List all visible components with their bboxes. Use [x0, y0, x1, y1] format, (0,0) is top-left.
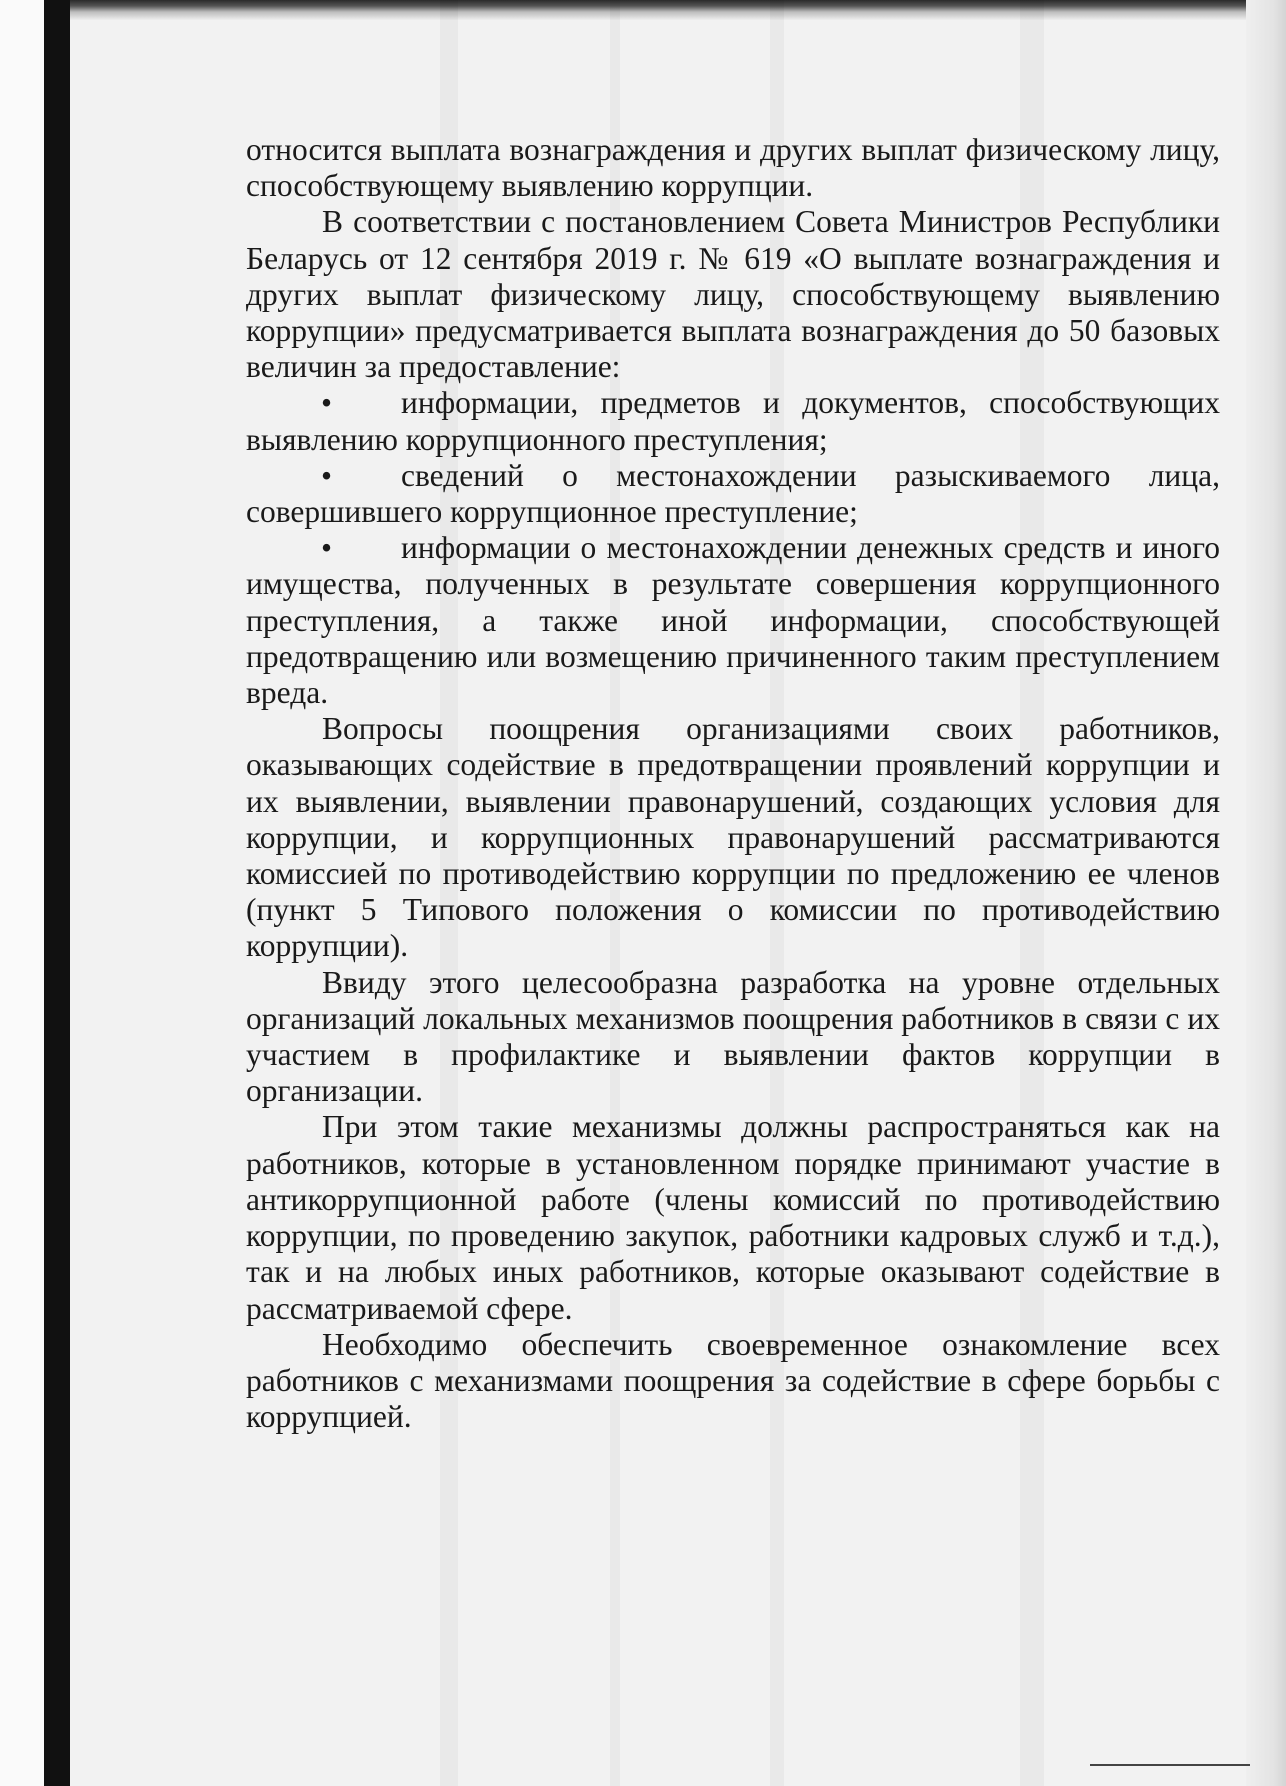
bullet-item — [246, 530, 1220, 711]
bullet-text: информации, предметов и документов, способствующих выявлению коррупционного преступления; — [246, 385, 1220, 457]
paragraph-continuation: относится выплата вознаграждения и других выплат физическому лицу, способствующему выявлению коррупции. — [246, 132, 1220, 204]
bullet-item — [246, 458, 1220, 530]
scan-left-margin — [0, 0, 44, 1786]
bullet-marker: • — [321, 530, 333, 566]
document-body — [246, 132, 1220, 1435]
bullet-marker: • — [321, 457, 333, 493]
paragraph-commission: Вопросы поощрения организациями своих работников, оказывающих содействие в предотвращении проявлений коррупции и их выявлении, выявлении правонарушений, создающих условия для коррупции, и коррупционных правонарушений рассматриваются комиссией по противодействию коррупции по предложению ее членов (пункт 5 Типового положения о комиссии по противодействию коррупции). — [246, 711, 1220, 964]
scan-binding-shadow — [44, 0, 70, 1786]
paragraph-local-mechanisms: Ввиду этого целесообразна разработка на уровне отдельных организаций локальных механизмов поощрения работников в связи с их участием в профилактике и выявлении фактов коррупции в организации. — [246, 964, 1220, 1109]
bullet-item — [246, 385, 1220, 457]
paragraph-resolution: В соответствии с постановлением Совета Министров Республики Беларусь от 12 сентября 2019 г. № 619 «О выплате вознаграждения и других выплат физическому лицу, способствующему выявлению коррупции» предусматривается выплата вознаграждения до 50 базовых величин за предоставление: — [246, 204, 1220, 385]
bullet-text: информации о местонахождении денежных средств и иного имущества, полученных в результате совершения коррупционного преступления, а также иной информации, способствующей предотвращению или возмещению причиненного таким преступлением вреда. — [246, 530, 1220, 711]
scan-top-edge — [70, 0, 1286, 20]
scan-bottom-mark — [1090, 1764, 1250, 1766]
bullet-text: сведений о местонахождении разыскиваемого лица, совершившего коррупционное преступление; — [246, 457, 1220, 530]
paragraph-scope: При этом такие механизмы должны распространяться как на работников, которые в установленном порядке принимают участие в антикоррупционной работе (члены комиссий по противодействию коррупции, по проведению закупок, работники кадровых служб и т.д.), так и на любых иных работников, которые оказывают содействие в рассматриваемой сфере. — [246, 1109, 1220, 1326]
bullet-marker: • — [321, 385, 333, 421]
scan-right-edge — [1246, 0, 1286, 1786]
paragraph-familiarization: Необходимо обеспечить своевременное ознакомление всех работников с механизмами поощрения за содействие в сфере борьбы с коррупцией. — [246, 1326, 1220, 1435]
